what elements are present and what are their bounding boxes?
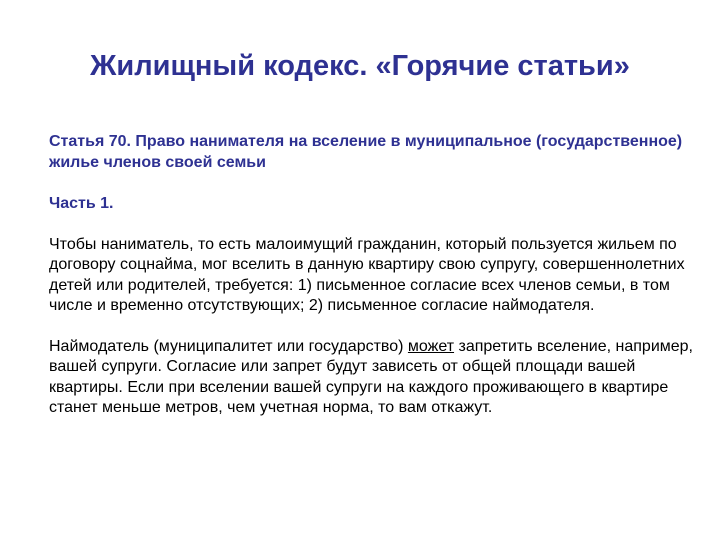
part-label: Часть 1. (49, 195, 114, 212)
slide-content (49, 132, 699, 419)
underlined-word: может (407, 337, 455, 355)
paragraph-2 (49, 337, 699, 419)
paragraph-2-start: Наймодатель (муниципалитет или государство) (49, 337, 408, 355)
paragraph-2-end: запретить вселение, например, вашей супруги. Согласие или запрет будут зависеть от общей площади вашей квартиры. Если при вселении вашей супруги на каждого проживающего в квартире станет меньше метров, чем учетная норма, то вам откажут. (49, 337, 693, 416)
slide-title: Жилищный кодекс. «Горячие статьи» (90, 50, 630, 82)
article-heading: Статья 70. Право нанимателя на вселение в муниципальное (государственное) жилье членов своей семьи (49, 133, 683, 171)
paragraph-1: Чтобы наниматель, то есть малоимущий гражданин, который пользуется жильем по договору соцнайма, мог вселить в данную квартиру свою супругу, совершеннолетних детей или родителей, требуется: 1) письменное согласие всех членов семьи, в том числе и временно отсутствующих; 2) письменное согласие наймодателя. (49, 235, 685, 314)
